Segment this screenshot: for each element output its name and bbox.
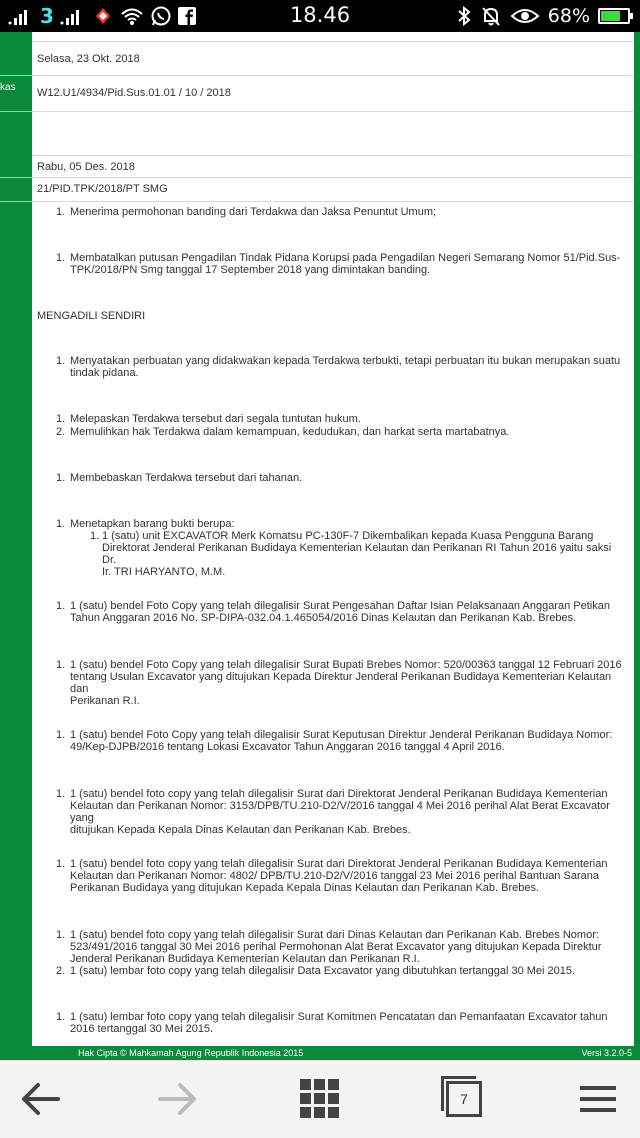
battery-icon <box>598 8 630 24</box>
list-item: 1. 1 (satu) bendel Foto Copy yang telah dilegalisir Surat Pengesahan Daftar Isian Pelaksanaan Anggaran Petikan Tahun Anggaran 2016 No. SP-DIPA-032.04.1.465054/2016 Dinas Kelautan dan Perikanan Kab. Brebes. <box>56 600 610 624</box>
browser-nav-bar <box>0 1060 640 1138</box>
side-label-3 <box>0 156 32 178</box>
list-item: 1. Menerima permohonan banding dari Terdakwa dan Jaksa Penuntut Umum; <box>56 206 437 218</box>
side-label-4 <box>0 178 32 202</box>
web-page[interactable] <box>0 32 640 1046</box>
version-text: Versi 3.2.0-5 <box>581 1048 632 1058</box>
date-row-2: Rabu, 05 Des. 2018 <box>32 156 634 178</box>
battery-level <box>601 11 620 21</box>
page-scrollbar[interactable] <box>634 32 640 1046</box>
back-arrow-icon <box>18 1081 62 1117</box>
grid-icon <box>300 1079 340 1119</box>
speed-dial-button[interactable] <box>290 1075 350 1123</box>
back-button[interactable] <box>10 1075 70 1123</box>
side-label-1 <box>0 41 32 76</box>
list-item: 1. 1 (satu) bendel Foto Copy yang telah dilegalisir Surat Bupati Brebes Nomor: 520/00363 tanggal 12 Februari 2016 tentang Usulan Excavator yang ditujukan Kepada Direktur Jenderal Perikanan Budidaya Kementerian Kelautan dan Perikanan R.I. <box>56 659 622 707</box>
forward-button[interactable] <box>148 1075 208 1123</box>
tabs-button[interactable] <box>434 1075 494 1123</box>
menu-button[interactable] <box>568 1075 628 1123</box>
clock: 18.46 <box>289 3 351 27</box>
status-bar <box>0 0 640 32</box>
mute-bell-icon <box>480 5 502 27</box>
list-item: 1. Menetapkan barang bukti berupa: 1. 1 (satu) unit EXCAVATOR Merk Komatsu PC-130F-7 Dikembalikan kepada Kuasa Pengguna Barang Direktorat Jenderal Perikanan Budidaya Kementerian Kelautan dan Perikanan RI Tahun 2016 yaitu saksi Dr. Ir. TRI HARYANTO, M.M. <box>56 518 612 578</box>
bluetooth-icon <box>456 5 472 27</box>
list-item: 1. 1 (satu) bendel foto copy yang telah dilegalisir Surat dari Direktorat Jenderal Perikanan Budidaya Kementerian Kelautan dan Perikanan Nomor: 4802/ DPB/TU.210-D2/V/2016 tanggal 23 Mei 2016 perihal Bantuan Sarana Perikanan Budidaya yang ditujukan Kepada Kepala Dinas Kelautan dan Perikanan Kab. Brebes. <box>56 858 608 894</box>
date-row-1: Selasa, 23 Okt. 2018 <box>32 41 634 76</box>
status-right-icons <box>456 4 630 28</box>
list-item: 1. 1 (satu) bendel foto copy yang telah dilegalisir Surat dari Dinas Kelautan dan Perikanan Kab. Brebes Nomor: 523/491/2016 tanggal 30 Mei 2016 perihal Permohonan Alat Berat Excavator yang ditujukan Kepada Direktur Jenderal Perikanan Budidaya Kementerian Kelautan dan Perikanan R.I. 2. 1 (satu) lembar foto copy yang telah dilegalisir Data Excavator yang dibutuhkan tertanggal 30 Mei 2015. <box>56 929 602 977</box>
menu-icon <box>580 1084 616 1114</box>
eye-icon <box>510 6 540 26</box>
list-item: 1. Membebaskan Terdakwa tersebut dari tahanan. <box>56 472 303 484</box>
list-item: 1. Membatalkan putusan Pengadilan Tindak Pidana Korupsi pada Pengadilan Negeri Semarang Nomor 51/Pid.Sus- TPK/2018/PN Smg tanggal 17 September 2018 yang dimintakan banding. <box>56 252 621 276</box>
list-item: 1. 1 (satu) lembar foto copy yang telah dilegalisir Surat Komitmen Pencatatan dan Pemanfaatan Excavator tahun 2016 tertanggal 30 Mei 2015. <box>56 1011 608 1035</box>
copyright-text: Hak Cipta © Mahkamah Agung Republik Indonesia 2015 <box>78 1048 304 1058</box>
section-heading: MENGADILI SENDIRI <box>37 310 146 322</box>
side-label-2: kas <box>0 76 32 112</box>
battery-percent: 68% <box>547 5 590 27</box>
list-item: 1. 1 (satu) bendel Foto Copy yang telah dilegalisir Surat Keputusan Direktur Jenderal Perikanan Budidaya Nomor: 49/Kep-DJPB/2016 tentang Lokasi Excavator Tahun Anggaran 2016 tanggal 4 April 2016. <box>56 729 613 753</box>
list-item: 1. 1 (satu) bendel foto copy yang telah dilegalisir Surat dari Direktorat Jenderal Perikanan Budidaya Kementerian Kelautan dan Perikanan Nomor: 3153/DPB/TU.210-D2/V/2016 tanggal 4 Mei 2016 perihal Alat Berat Excavator yang ditujukan Kepada Kepala Dinas Kelautan dan Perikanan Kab. Brebes. <box>56 788 610 836</box>
empty-row <box>32 112 634 156</box>
case-number-row-1: W12.U1/4934/Pid.Sus.01.01 / 10 / 2018 <box>32 76 634 112</box>
svg-text:3: 3 <box>40 5 54 27</box>
list-item: 1. Melepaskan Terdakwa tersebut dari segala tuntutan hukum. 2. Memulihkan hak Terdakwa dalam kemampuan, kedudukan, dan harkat serta martabatnya. <box>56 413 510 438</box>
tabs-icon <box>446 1081 482 1117</box>
list-item: 1. Menyatakan perbuatan yang didakwakan kepada Terdakwa terbukti, tetapi perbuatan itu bukan merupakan suatu tindak pidana. <box>56 355 621 379</box>
site-footer <box>0 1046 640 1060</box>
tab-count: 7 <box>460 1091 468 1107</box>
case-number-row-2: 21/PID.TPK/2018/PT SMG <box>32 178 634 202</box>
forward-arrow-icon <box>156 1081 200 1117</box>
